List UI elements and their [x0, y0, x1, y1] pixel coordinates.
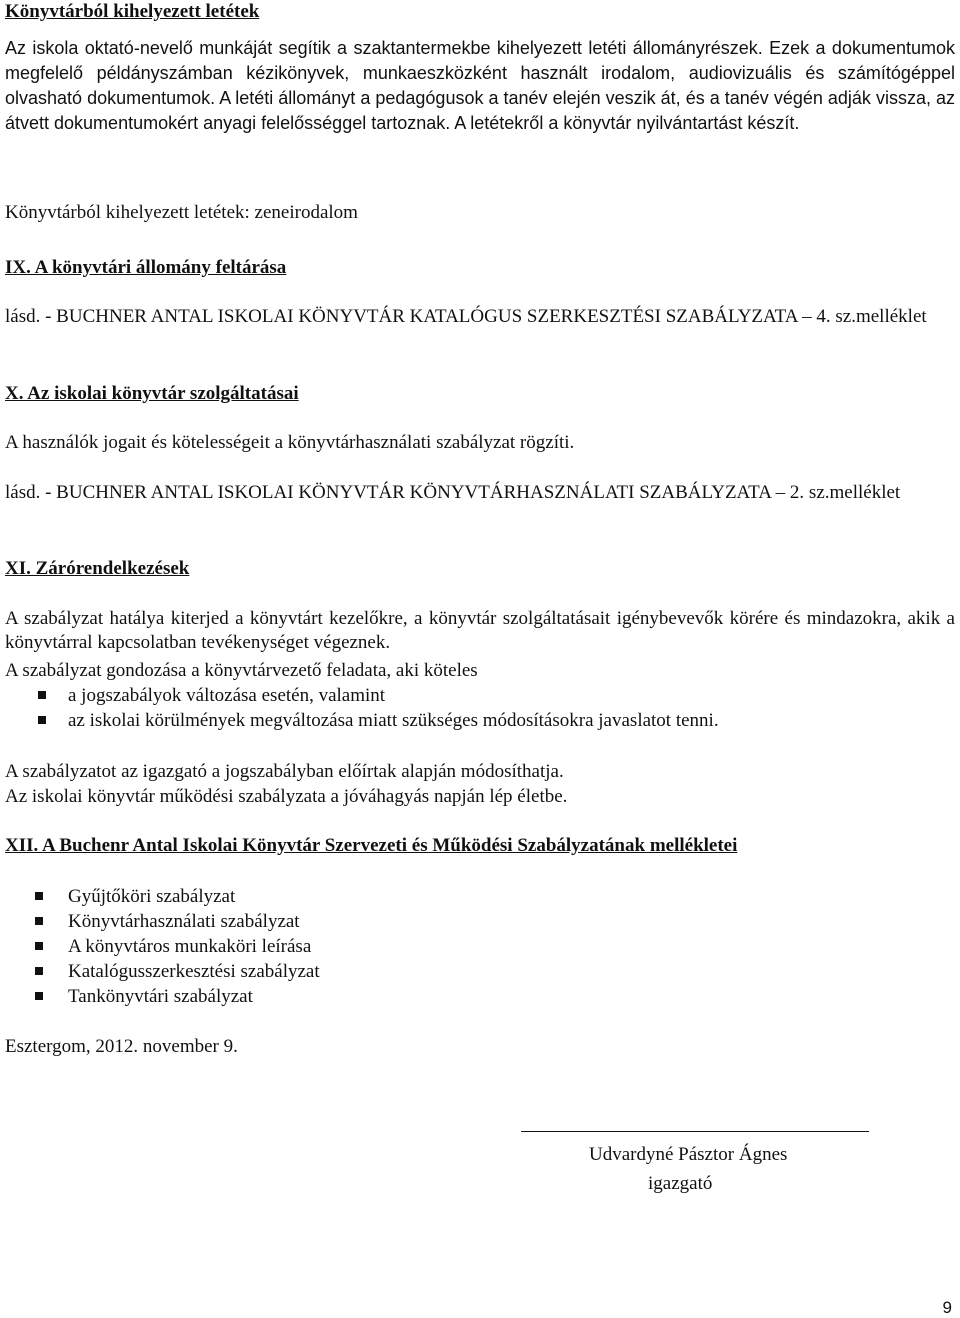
appendix-item [5, 909, 955, 934]
xi-bullet-item [5, 708, 955, 733]
ix-reference: lásd. - BUCHNER ANTAL ISKOLAI KÖNYVTÁR KATALÓGUS SZERKESZTÉSI SZABÁLYZATA – 4. sz.melléklet [5, 306, 927, 327]
square-bullet-icon [35, 917, 43, 925]
letetek-text-a: Az iskola oktató-nevelő munkáját segítik a szaktantermekbe kihelyezett letéti állományrészek. Ezek a dokumentumok megfelelő példányszámban kézikönyvek, munkaeszközként használt irodalom, audiovizuális és számítógéppel olvasható dokumentumok. [5, 38, 955, 108]
xi-bullet-text: a jogszabályok változása esetén, valamint [68, 685, 386, 706]
section-heading-xii: XII. A Buchenr Antal Iskolai Könyvtár Szervezeti és Működési Szabályzatának mellékletei [5, 835, 738, 856]
xii-appendix-list [5, 884, 955, 1009]
section-heading-letetek: Könyvtárból kihelyezett letétek [5, 1, 260, 22]
xi-paragraph-4: Az iskolai könyvtár működési szabályzata a jóváhagyás napján lép életbe. [5, 786, 568, 807]
x-text: A használók jogait és kötelességeit a könyvtárhasználati szabályzat rögzíti. [5, 432, 575, 453]
xi-paragraph-3: A szabályzatot az igazgató a jogszabályban előírtak alapján módosíthatja. [5, 761, 564, 782]
signature-line [521, 1131, 869, 1132]
xi-bullet-list [5, 683, 955, 733]
appendix-item [5, 984, 955, 1009]
square-bullet-icon [38, 691, 46, 699]
xi-paragraph-2: A szabályzat gondozása a könyvtárvezető feladata, aki köteles [5, 660, 478, 681]
section-heading-ix: IX. A könyvtári állomány feltárása [5, 257, 287, 278]
section-heading-xi: XI. Zárórendelkezések [5, 558, 190, 579]
letetek-paragraph [5, 36, 955, 136]
xi-bullet-text: az iskolai körülmények megváltozása miatt szükséges módosításokra javaslatot tenni. [68, 710, 719, 731]
appendix-item-text: Gyűjtőköri szabályzat [68, 886, 236, 907]
x-reference: lásd. - BUCHNER ANTAL ISKOLAI KÖNYVTÁR KÖNYVTÁRHASZNÁLATI SZABÁLYZATA – 2. sz.melléklet [5, 482, 901, 503]
appendix-item [5, 959, 955, 984]
letetek-subline: Könyvtárból kihelyezett letétek: zeneirodalom [5, 202, 358, 223]
square-bullet-icon [38, 716, 46, 724]
xi-paragraph-1: A szabályzat hatálya kiterjed a könyvtárt kezelőkre, a könyvtár szolgáltatásait igénybevevők körére és mindazokra, akik a könyvtárral kapcsolatban tevékenységet végeznek. [5, 608, 955, 653]
appendix-item [5, 884, 955, 909]
signer-title: igazgató [648, 1173, 713, 1194]
appendix-item [5, 934, 955, 959]
signer-name: Udvardyné Pásztor Ágnes [589, 1144, 788, 1165]
section-heading-x: X. Az iskolai könyvtár szolgáltatásai [5, 383, 299, 404]
letetek-text-b: A letéti állományt a pedagógusok a tanév elején veszik át, és a tanév végén adják vissza, az átvett dokumentumokért anyagi felelősséggel tartoznak. A letétekről a könyvtár nyilvántartást készít. [5, 88, 955, 133]
appendix-item-text: A könyvtáros munkaköri leírása [68, 936, 312, 957]
appendix-item-text: Könyvtárhasználati szabályzat [68, 911, 300, 932]
appendix-item-text: Katalógusszerkesztési szabályzat [68, 961, 320, 982]
square-bullet-icon [35, 967, 43, 975]
square-bullet-icon [35, 892, 43, 900]
appendix-item-text: Tankönyvtári szabályzat [68, 986, 253, 1007]
square-bullet-icon [35, 942, 43, 950]
xi-bullet-item [5, 683, 955, 708]
page-number: 9 [942, 1298, 952, 1317]
square-bullet-icon [35, 992, 43, 1000]
place-date: Esztergom, 2012. november 9. [5, 1036, 238, 1057]
